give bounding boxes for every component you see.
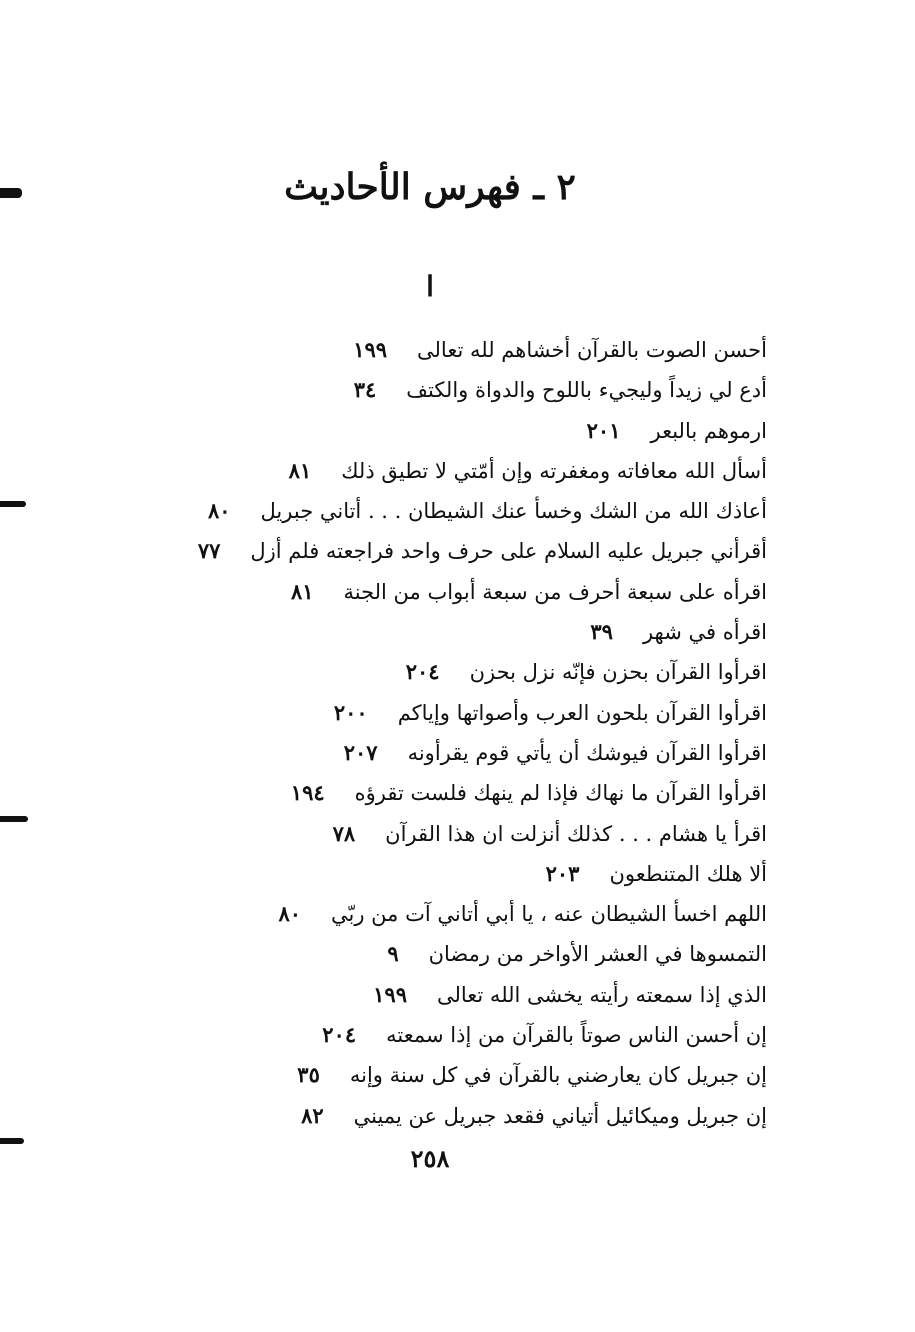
scan-edge-mark bbox=[0, 816, 28, 822]
hadith-text: أحسن الصوت بالقرآن أخشاهم لله تعالى bbox=[417, 338, 767, 362]
page-reference: ٨١ bbox=[288, 457, 312, 483]
hadith-index-list bbox=[198, 330, 767, 1136]
page-reference: ٨٢ bbox=[301, 1102, 324, 1128]
hadith-text: إن أحسن الناس صوتاً بالقرآن من إذا سمعته bbox=[386, 1023, 767, 1048]
hadith-text: أقرأني جبريل عليه السلام على حرف واحد فراجعته فلم أزل bbox=[250, 539, 767, 564]
page-reference: ١٩٩ bbox=[353, 337, 388, 362]
page-reference: ٣٤ bbox=[353, 377, 377, 403]
hadith-text: إن جبريل كان يعارضني بالقرآن في كل سنة وإنه bbox=[349, 1063, 767, 1088]
page-reference: ٢٠٤ bbox=[322, 1022, 357, 1048]
hadith-text: أعاذك الله من الشك وخسأ عنك الشيطان . . . أتاني جبريل bbox=[260, 499, 767, 524]
page-reference: ٢٠٧ bbox=[343, 739, 378, 765]
index-entry bbox=[198, 693, 767, 733]
index-entry bbox=[198, 612, 767, 652]
index-entry bbox=[198, 411, 767, 451]
index-entry bbox=[198, 370, 767, 410]
page-reference: ٨٠ bbox=[207, 498, 231, 524]
index-entry bbox=[198, 733, 767, 773]
page-reference: ٢٠٣ bbox=[545, 860, 580, 886]
index-entry bbox=[198, 1055, 767, 1095]
hadith-text: الذي إذا سمعته رأيته يخشى الله تعالى bbox=[436, 982, 767, 1007]
hadith-text: اقرأوا القرآن ما نهاك فإذا لم ينهك فلست تقرؤه bbox=[354, 781, 767, 806]
page-reference: ٣٥ bbox=[297, 1062, 320, 1088]
page-reference: ٢٠٠ bbox=[333, 699, 368, 725]
hadith-text: اقرأه في شهر bbox=[642, 620, 767, 645]
hadith-text: إن جبريل وميكائيل أتياني فقعد جبريل عن يميني bbox=[353, 1103, 767, 1128]
index-entry bbox=[198, 773, 767, 813]
page-reference: ١٩٩ bbox=[373, 981, 407, 1007]
hadith-text: اقرأوا القرآن فيوشك أن يأتي قوم يقرأونه bbox=[407, 740, 767, 765]
page-reference: ٢٠٤ bbox=[405, 659, 440, 685]
page-number: ٢٥٨ bbox=[410, 1144, 450, 1173]
hadith-text: التمسوها في العشر الأواخر من رمضان bbox=[428, 942, 767, 967]
index-entry bbox=[198, 531, 767, 571]
page-reference: ٧٧ bbox=[197, 538, 221, 564]
hadith-text: اقرأ يا هشام . . . كذلك أنزلت ان هذا القرآن bbox=[385, 821, 767, 846]
page-reference: ٣٩ bbox=[590, 619, 613, 645]
page-reference: ٧٨ bbox=[332, 820, 356, 846]
index-entry bbox=[198, 572, 767, 612]
page-heading: ٢ ـ فهرس الأحاديث bbox=[284, 166, 576, 208]
page-reference: ٩ bbox=[387, 941, 399, 967]
hadith-text: اقرأوا القرآن بحزن فإنّه نزل بحزن bbox=[469, 660, 767, 685]
page-reference: ٨١ bbox=[290, 578, 314, 604]
hadith-text: أدع لي زيداً وليجيء باللوح والدواة والكتف bbox=[406, 378, 767, 403]
index-entry bbox=[198, 854, 767, 894]
hadith-text: اللهم اخسأ الشيطان عنه ، يا أبي أتاني آت من ربّي bbox=[331, 902, 767, 927]
page-reference: ١٩٤ bbox=[290, 780, 325, 806]
index-entry bbox=[198, 975, 767, 1015]
page-reference: ٢٠١ bbox=[586, 417, 621, 443]
index-entry bbox=[198, 451, 767, 491]
index-entry bbox=[198, 1096, 767, 1136]
index-entry bbox=[198, 1015, 767, 1055]
index-entry bbox=[198, 491, 767, 531]
scan-edge-mark bbox=[0, 1138, 24, 1144]
index-entry bbox=[198, 330, 767, 370]
scan-edge-mark bbox=[0, 188, 22, 198]
index-entry bbox=[198, 894, 767, 934]
scan-edge-mark bbox=[0, 501, 26, 507]
index-entry bbox=[198, 814, 767, 854]
hadith-text: اقرأوا القرآن بلحون العرب وأصواتها وإياكم bbox=[397, 700, 767, 725]
hadith-text: أسأل الله معافاته ومغفرته وإن أمّتي لا تطيق ذلك bbox=[341, 458, 767, 483]
index-entry bbox=[198, 652, 767, 692]
page-reference: ٨٠ bbox=[278, 901, 302, 927]
section-letter: ا bbox=[426, 270, 434, 303]
hadith-text: اقرأه على سبعة أحرف من سبعة أبواب من الجنة bbox=[343, 579, 767, 604]
index-entry bbox=[198, 934, 767, 974]
hadith-text: ألا هلك المتنطعون bbox=[609, 861, 767, 886]
hadith-text: ارموهم بالبعر bbox=[650, 418, 767, 443]
